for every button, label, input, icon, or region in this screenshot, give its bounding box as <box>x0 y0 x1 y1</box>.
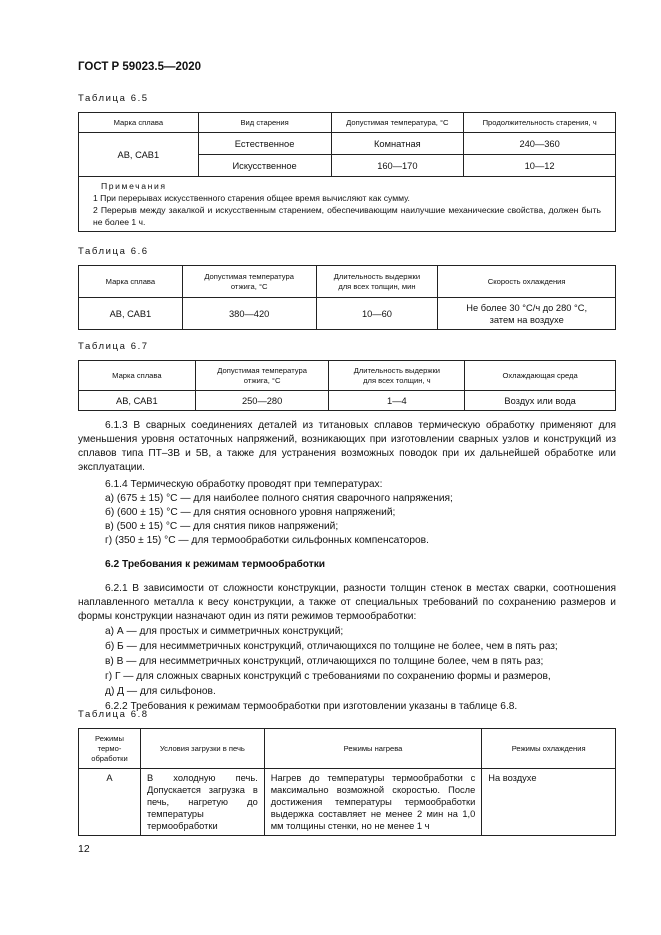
table-cell: 240—360 <box>464 133 616 155</box>
paragraph-6-2-1: 6.2.1 В зависимости от сложности конструкции, разности толщин стенок в местах сварки, соотношения наплавленного металла к весу конструкции, а также от специальных требований по сохранению размеров и формы конструкции назначают один из пяти режимов термообработки: <box>78 583 616 622</box>
table-cell: Воздух или вода <box>465 391 616 411</box>
paragraph-6-1-4: 6.1.4 Термическую обработку проводят при температурах: <box>105 479 383 490</box>
th-mode: Режимы термо- обработки <box>79 729 141 769</box>
notes-title: Примечания <box>101 181 167 191</box>
table-6-8 <box>78 728 616 836</box>
th-loading: Условия загрузки в печь <box>140 729 264 769</box>
mode-cell: А <box>79 769 141 836</box>
th-anneal-temp: Допустимая температура отжига, °С <box>182 266 316 298</box>
list-item: г) (350 ± 15) °С — для термообработки сильфонных компенсаторов. <box>105 535 429 546</box>
th-alloy: Марка сплава <box>79 361 196 391</box>
alloy-cell: АВ, САВ1 <box>79 133 199 177</box>
table-6-5 <box>78 112 616 232</box>
note-2: 2 Перерыв между закалкой и искусственным старением, обеспечивающим наилучшие механические свойства, должен быть не более 1 ч. <box>93 205 601 227</box>
section-6-2-title: 6.2 Требования к режимам термообработки <box>105 559 326 570</box>
th-hold-time: Длительность выдержки для всех толщин, ч <box>329 361 465 391</box>
loading-cell: В холодную печь. Допускается загрузка в печь, нагретую до температуры термообработки <box>140 769 264 836</box>
table-6-6 <box>78 265 616 330</box>
table-cell: Комнатная <box>331 133 464 155</box>
list-item: г) Г — для сложных сварных конструкций с требованиями по сохранению формы и размеров, <box>105 671 551 682</box>
cooling-cell: На воздухе <box>482 769 616 836</box>
body-text <box>78 419 616 714</box>
th-alloy: Марка сплава <box>79 266 183 298</box>
th-heating: Режимы нагрева <box>264 729 482 769</box>
th-aging-type: Вид старения <box>198 113 331 133</box>
th-cooling-medium: Охлаждающая среда <box>465 361 616 391</box>
table-notes <box>79 177 616 232</box>
table-cell: 380—420 <box>182 298 316 330</box>
table-cell: Не более 30 °С/ч до 280 °С, затем на воздухе <box>438 298 616 330</box>
table-cell: 10—60 <box>316 298 438 330</box>
heating-cell: Нагрев до температуры термообработки с максимально возможной скоростью. После достижения температуры термообработки выдержка составляет не менее 2 мин на 1,0 мм толщины стенки, но не менее 1 ч <box>264 769 482 836</box>
table-cell: Естественное <box>198 133 331 155</box>
table-cell: 10—12 <box>464 155 616 177</box>
th-anneal-temp: Допустимая температура отжига, °С <box>195 361 329 391</box>
table-6-6-caption: Таблица 6.6 <box>78 246 149 257</box>
document-header: ГОСТ Р 59023.5—2020 <box>78 61 202 73</box>
list-item: в) (500 ± 15) °С — для снятия пиков напряжений; <box>105 521 339 532</box>
th-cooling: Режимы охлаждения <box>482 729 616 769</box>
list-item: д) Д — для сильфонов. <box>105 686 216 697</box>
table-cell: Искусственное <box>198 155 331 177</box>
table-cell: 160—170 <box>331 155 464 177</box>
list-item: б) Б — для несимметричных конструкций, отличающихся по толщине не более, чем в пять раз; <box>105 641 558 652</box>
alloy-cell: АВ, САВ1 <box>79 298 183 330</box>
th-alloy: Марка сплава <box>79 113 199 133</box>
th-hold-time: Длительность выдержки для всех толщин, мин <box>316 266 438 298</box>
table-6-7-caption: Таблица 6.7 <box>78 341 149 352</box>
th-cooling-rate: Скорость охлаждения <box>438 266 616 298</box>
table-6-7 <box>78 360 616 411</box>
table-cell: 1—4 <box>329 391 465 411</box>
paragraph-6-1-3: 6.1.3 В сварных соединениях деталей из титановых сплавов термическую обработку применяют для уменьшения уровня остаточных напряжений, возникающих при изготовлении сварных узлов и конструкций из сплавов типа ПТ–3В и 5В, а также для устранения возможных поводок при их дальнейшей обработке или эксплуатации. <box>78 420 616 473</box>
alloy-cell: АВ, САВ1 <box>79 391 196 411</box>
th-duration: Продолжительность старения, ч <box>464 113 616 133</box>
table-6-5-caption: Таблица 6.5 <box>78 93 149 104</box>
list-item: а) (675 ± 15) °С — для наиболее полного снятия сварочного напряжения; <box>105 493 453 504</box>
th-temperature: Допустимая температура, °С <box>331 113 464 133</box>
note-1: 1 При перерывах искусственного старения общее время вычисляют как сумму. <box>93 193 410 203</box>
paragraph-6-2-2: 6.2.2 Требования к режимам термообработки при изготовлении указаны в таблице 6.8. <box>105 701 518 712</box>
table-6-8-caption: Таблица 6.8 <box>78 709 149 720</box>
list-item: а) А — для простых и симметричных конструкций; <box>105 626 344 637</box>
list-item: б) (600 ± 15) °С — для снятия основного уровня напряжений; <box>105 507 396 518</box>
list-item: в) В — для несимметричных конструкций, отличающихся по толщине более, чем в пять раз; <box>105 656 544 667</box>
page-number: 12 <box>78 843 90 855</box>
table-cell: 250—280 <box>195 391 329 411</box>
